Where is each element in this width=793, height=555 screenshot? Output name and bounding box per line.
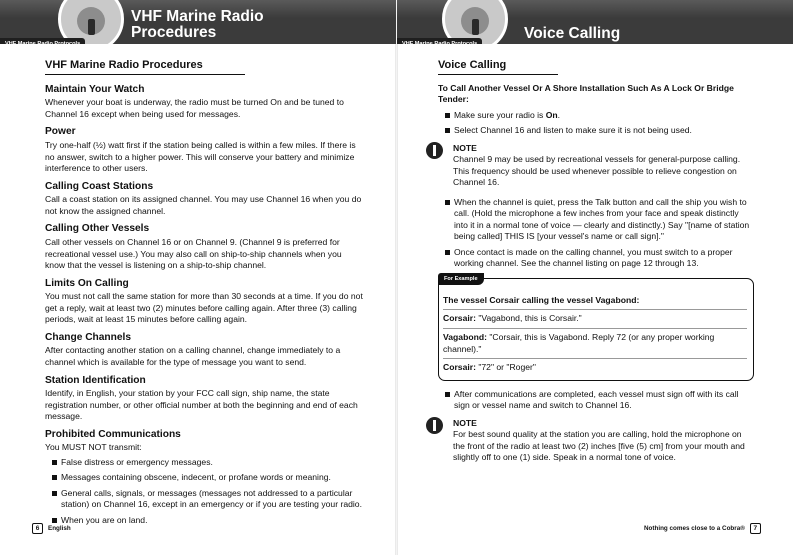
example-title: The vessel Corsair calling the vessel Vagabond: [443, 292, 747, 311]
list-item: After communications are completed, each vessel must sign off with its call sign or vessel name and switch to Channel 16. [438, 389, 754, 412]
page-number: 7 [750, 523, 761, 534]
heading-calling-coast-stations: Calling Coast Stations [45, 180, 154, 192]
right-section-title: Voice Calling [438, 58, 558, 75]
right-header-title: Voice Calling [524, 25, 621, 42]
heading-maintain-watch: Maintain Your Watch [45, 83, 145, 95]
list-item: When you are on land. [45, 515, 363, 527]
steps-list-2 [438, 197, 754, 270]
prohibited-list [45, 457, 363, 527]
list-item: Make sure your radio is On. [438, 110, 754, 122]
steps-list-3 [438, 389, 754, 412]
left-page [0, 0, 396, 555]
note-block [438, 418, 754, 464]
page-number: 6 [32, 523, 43, 534]
list-item: When the channel is quiet, press the Talk button and call the ship you wish to call. (Hold the microphone a few inches from your face and speak distinctly into it in a normal tone of voice — clearly and distinctly.) Say "[name of station being called] THIS IS [your vessel's name or call sign]." [438, 197, 754, 243]
text-limits-on-calling: You must not call the same station for more than 30 seconds at a time. If you do not get a reply, wait at least two (2) minutes before calling again. After three (3) calling periods, wait at least 15 minutes before calling again. [45, 291, 363, 325]
left-header-bar [0, 0, 396, 44]
text-power: Try one-half (½) watt first if the station being called is within a few miles. If there is no answer, switch to a higher power. This will conserve your battery and minimize interference to other users. [45, 140, 356, 174]
note-block [438, 143, 754, 189]
example-tab: For Example [438, 273, 484, 285]
left-header-label: VHF Marine Radio Protocols [0, 38, 85, 44]
footer-text: English [48, 525, 71, 533]
heading-prohibited-communications: Prohibited Communications [45, 428, 181, 440]
text-station-identification: Identify, in English, your station by your FCC call sign, ship name, the state registration number, or other official number at both the beginning and end of each message. [45, 388, 358, 422]
note-icon [426, 142, 443, 159]
list-item: Select Channel 16 and listen to make sure it is not being used. [438, 125, 754, 137]
text-calling-other-vessels: Call other vessels on Channel 16 or on Channel 9. (Channel 9 is preferred for recreational vessel use.) You may also call on ship-to-ship channels when you know that the vessel is listening on a ship-to-ship channel. [45, 237, 342, 271]
example-line: Vagabond: "Corsair, this is Vagabond. Reply 72 (or any proper working channel)." [443, 329, 747, 359]
left-section-title: VHF Marine Radio Procedures [45, 58, 245, 75]
note-title: NOTE [453, 417, 477, 428]
heading-calling-other-vessels: Calling Other Vessels [45, 223, 150, 235]
right-header-label: VHF Marine Radio Protocols [397, 38, 482, 44]
footer-text: Nothing comes close to a Cobra® [644, 525, 745, 533]
heading-station-identification: Station Identification [45, 374, 146, 386]
example-line: Corsair: "Vagabond, this is Corsair." [443, 310, 747, 329]
heading-limits-on-calling: Limits On Calling [45, 277, 129, 289]
note-text: Channel 9 may be used by recreational vessels for general-purpose calling. This frequency should be used whenever possible to relieve congestion on Channel 16. [453, 154, 741, 188]
example-line: Corsair: "72" or "Roger" [443, 362, 536, 373]
list-item: False distress or emergency messages. [45, 457, 363, 469]
note-icon [426, 417, 443, 434]
intro-text: To Call Another Vessel Or A Shore Installation Such As A Lock Or Bridge Tender: [438, 82, 734, 105]
list-item: General calls, signals, or messages (messages not addressed to a particular station) on Channel 16, except in an emergency or if you are testing your radio. [45, 488, 363, 511]
right-header-bar [397, 0, 793, 44]
left-footer [32, 523, 71, 534]
right-content [438, 58, 754, 472]
note-title: NOTE [453, 142, 477, 153]
heading-power: Power [45, 126, 76, 138]
text-prohibited-communications: You MUST NOT transmit: [45, 442, 142, 453]
steps-list-1 [438, 110, 754, 137]
left-header-title: VHF Marine Radio Procedures [131, 8, 264, 41]
text-calling-coast-stations: Call a coast station on its assigned channel. You may use Channel 16 when you do not know the assigned channel. [45, 194, 362, 216]
list-item: Messages containing obscene, indecent, or profane words or meaning. [45, 472, 363, 484]
text-maintain-watch: Whenever your boat is underway, the radio must be turned On and be tuned to Channel 16 except when being used for messages. [45, 97, 344, 119]
left-content [45, 58, 363, 533]
note-text: For best sound quality at the station you are calling, hold the microphone on the front of the radio at least two (2) inches [five (5) cm] from your mouth and slightly off to one (1) side. Speak in a normal tone of voice. [453, 429, 745, 463]
list-item: Once contact is made on the calling channel, you must switch to a proper working channel. See the channel listing on page 12 through 13. [438, 247, 754, 270]
right-footer [644, 523, 761, 534]
heading-change-channels: Change Channels [45, 331, 132, 343]
example-box [438, 275, 754, 381]
text-change-channels: After contacting another station on a calling channel, change immediately to a channel which is available for the type of message you want to send. [45, 345, 341, 367]
